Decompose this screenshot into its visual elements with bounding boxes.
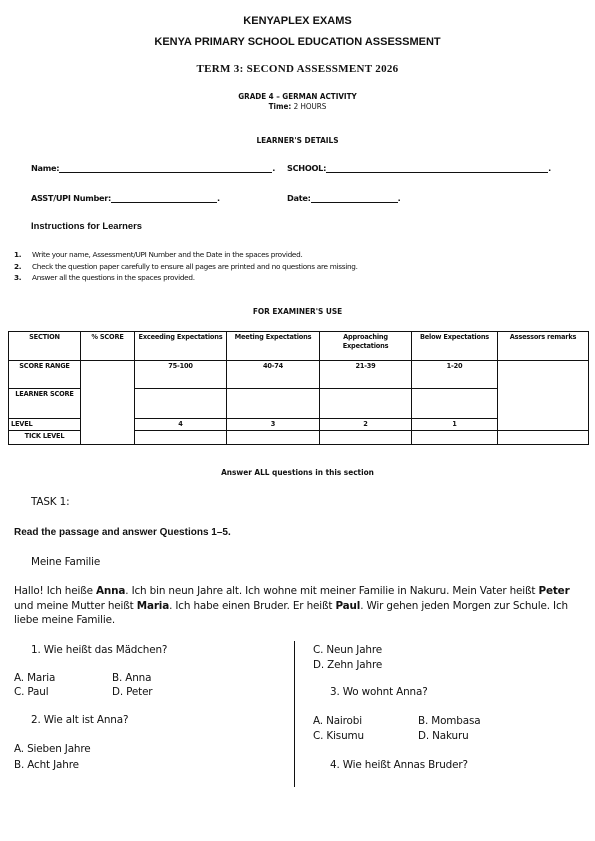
passage-text: Hallo! Ich heiße Anna. Ich bin neun Jahre alt. Ich wohne mit meiner Familie in Nakuru. Mein Vater heißt Peter und meine Mutter heißt Maria. Ich habe einen Bruder. Er heißt Paul. Wir gehen jeden Morgen zur Schule. Ich liebe meine Familie. — [14, 585, 570, 626]
level-cell: 3 — [227, 419, 320, 431]
school-field[interactable]: SCHOOL: . — [287, 163, 551, 173]
score-range-cell: 21-39 — [320, 361, 412, 389]
level-cell: 2 — [320, 419, 412, 431]
name-label: Name: — [31, 163, 60, 173]
date-label: Date: — [287, 193, 311, 203]
question-2: 2. Wie alt ist Anna? — [31, 714, 129, 726]
score-range-cell: 40-74 — [227, 361, 320, 389]
instruction-item: 3. Answer all the questions in the spaces provided. — [14, 273, 195, 282]
level-cell: 4 — [135, 419, 227, 431]
score-range-cell: 1-20 — [412, 361, 498, 389]
tick-level-label: TICK LEVEL — [9, 431, 81, 445]
tick-level-cell[interactable] — [320, 431, 412, 445]
instruction-item: 1. Write your name, Assessment/UPI Number and the Date in the spaces provided. — [14, 250, 303, 259]
question-4: 4. Wie heißt Annas Bruder? — [330, 759, 468, 771]
q3-option-d[interactable]: D. Nakuru — [418, 730, 469, 742]
header-exceeding: Exceeding Expectations — [135, 332, 227, 361]
question-3: 3. Wo wohnt Anna? — [330, 686, 428, 698]
time-line — [0, 102, 595, 111]
task-instruction: Read the passage and answer Questions 1–5. — [14, 527, 231, 538]
assessment-title: KENYA PRIMARY SCHOOL EDUCATION ASSESSMENT — [154, 36, 441, 48]
q1-option-d[interactable]: D. Peter — [112, 686, 153, 698]
date-line — [311, 193, 398, 203]
score-cell[interactable] — [81, 361, 135, 445]
q2-option-a[interactable]: A. Sieben Jahre — [14, 743, 91, 755]
q1-option-c[interactable]: C. Paul — [14, 686, 49, 698]
examiner-table — [8, 331, 589, 445]
learner-score-cell[interactable] — [412, 389, 498, 419]
school-label: SCHOOL: — [287, 163, 327, 173]
q1-option-b[interactable]: B. Anna — [112, 672, 152, 684]
header-score: % SCORE — [81, 332, 135, 361]
learner-score-label: LEARNER SCORE — [9, 389, 81, 419]
learner-score-cell[interactable] — [320, 389, 412, 419]
task-label: TASK 1: — [31, 496, 70, 508]
passage-title: Meine Familie — [31, 556, 101, 568]
header-meeting: Meeting Expectations — [227, 332, 320, 361]
score-range-label: SCORE RANGE — [9, 361, 81, 389]
level-cell: 1 — [412, 419, 498, 431]
date-field[interactable]: Date: . — [287, 193, 401, 203]
grade-title: GRADE 4 – GERMAN ACTIVITY — [238, 92, 357, 101]
name-line — [59, 163, 272, 173]
instructions-list — [14, 249, 358, 284]
column-divider — [294, 641, 295, 787]
tick-level-cell[interactable] — [412, 431, 498, 445]
assessment-number-label: ASST/UPI Number: — [31, 193, 112, 203]
org-title: KENYAPLEX EXAMS — [243, 15, 352, 27]
section-note: Answer ALL questions in this section — [221, 467, 374, 477]
score-range-cell: 75-100 — [135, 361, 227, 389]
level-label: LEVEL — [9, 419, 81, 431]
instructions-title: Instructions for Learners — [31, 220, 142, 231]
tick-level-cell[interactable] — [227, 431, 320, 445]
table-row — [9, 361, 589, 389]
q2-option-d[interactable]: D. Zehn Jahre — [313, 659, 383, 671]
header-approaching: Approaching Expectations — [320, 332, 412, 361]
assessment-number-line — [111, 193, 217, 203]
q3-option-c[interactable]: C. Kisumu — [313, 730, 364, 742]
name-field[interactable]: Name: . — [31, 163, 276, 173]
q1-option-a[interactable]: A. Maria — [14, 672, 56, 684]
question-1: 1. Wie heißt das Mädchen? — [31, 644, 168, 656]
time-value: 2 HOURS — [293, 102, 327, 111]
q3-option-a[interactable]: A. Nairobi — [313, 715, 362, 727]
remarks-cell[interactable] — [498, 361, 589, 431]
instruction-item: 2. Check the question paper carefully to ensure all pages are printed and no questions are missing. — [14, 261, 358, 271]
header-below: Below Expectations — [412, 332, 498, 361]
table-header-row — [9, 332, 589, 361]
details-title: LEARNER'S DETAILS — [256, 135, 339, 145]
term-title: TERM 3: SECOND ASSESSMENT 2026 — [196, 63, 399, 75]
header-remarks: Assessors remarks — [498, 332, 589, 361]
examiner-title: FOR EXAMINER'S USE — [252, 306, 343, 316]
q3-option-b[interactable]: B. Mombasa — [418, 715, 481, 727]
learner-score-cell[interactable] — [227, 389, 320, 419]
tick-level-cell[interactable] — [135, 431, 227, 445]
remarks-cell-bottom — [498, 431, 589, 445]
learner-score-cell[interactable] — [135, 389, 227, 419]
q2-option-c[interactable]: C. Neun Jahre — [313, 644, 383, 656]
school-line — [326, 163, 548, 173]
q2-option-b[interactable]: B. Acht Jahre — [14, 759, 79, 771]
assessment-number-field[interactable]: ASST/UPI Number: . — [31, 193, 220, 203]
time-label: Time: — [268, 102, 292, 111]
header-section: SECTION — [9, 332, 81, 361]
